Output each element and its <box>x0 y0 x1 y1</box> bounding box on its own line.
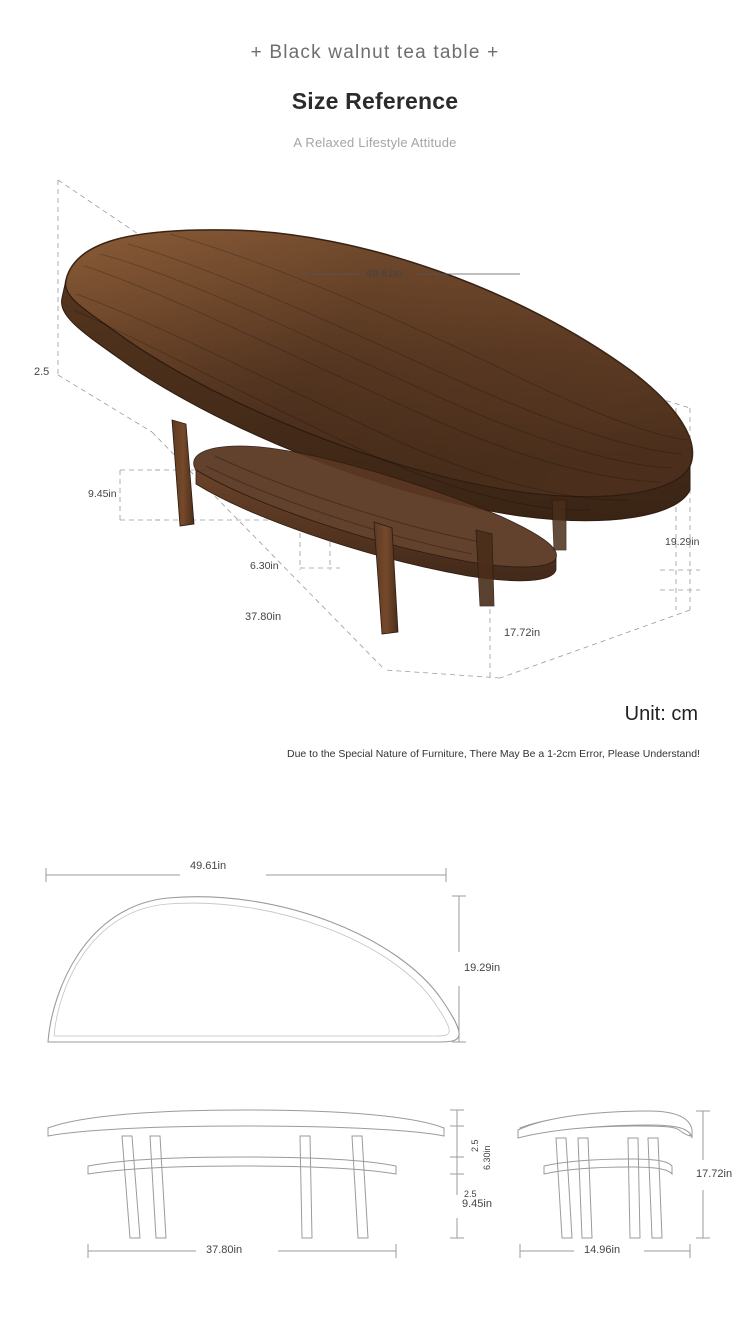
drawing-front-width: 37.80in <box>206 1244 243 1256</box>
page-subtitle: Size Reference <box>291 88 459 114</box>
unit-note: Due to the Special Nature of Furniture, There May Be a 1-2cm Error, Please Understand! <box>286 748 700 760</box>
drawing-top-depth: 19.29in <box>464 962 501 974</box>
dim-top-width: 49.61in <box>366 268 403 280</box>
drawing-front-shelf-offset: 6.30in <box>482 1145 492 1170</box>
dim-left-height: 9.45in <box>88 488 117 500</box>
dim-base-width: 37.80in <box>245 611 282 623</box>
page-tagline: A Relaxed Lifestyle Attitude <box>293 135 457 150</box>
technical-drawings <box>0 830 750 1310</box>
dim-left-thickness: 2.5 <box>34 366 50 378</box>
drawing-side-height: 17.72in <box>696 1168 733 1180</box>
page-header <box>0 0 750 150</box>
product-photo-illustration <box>0 170 750 700</box>
product-photo-region <box>0 170 750 700</box>
drawing-svg <box>0 830 750 1310</box>
drawing-front-shelf-thickness: 2.5 <box>464 1189 477 1199</box>
drawing-front-leg-height: 9.45in <box>462 1198 492 1210</box>
dim-leg-height: 17.72in <box>504 627 541 639</box>
drawing-top-width: 49.61in <box>190 860 227 872</box>
page-title: + Black walnut tea table + <box>250 42 500 63</box>
dim-depth-right: 19.29in <box>665 536 700 548</box>
dim-shelf-width: 6.30in <box>250 560 279 572</box>
unit-label: Unit: cm <box>624 703 698 725</box>
drawing-side-width: 14.96in <box>584 1244 621 1256</box>
drawing-front-top-thickness: 2.5 <box>470 1139 480 1152</box>
